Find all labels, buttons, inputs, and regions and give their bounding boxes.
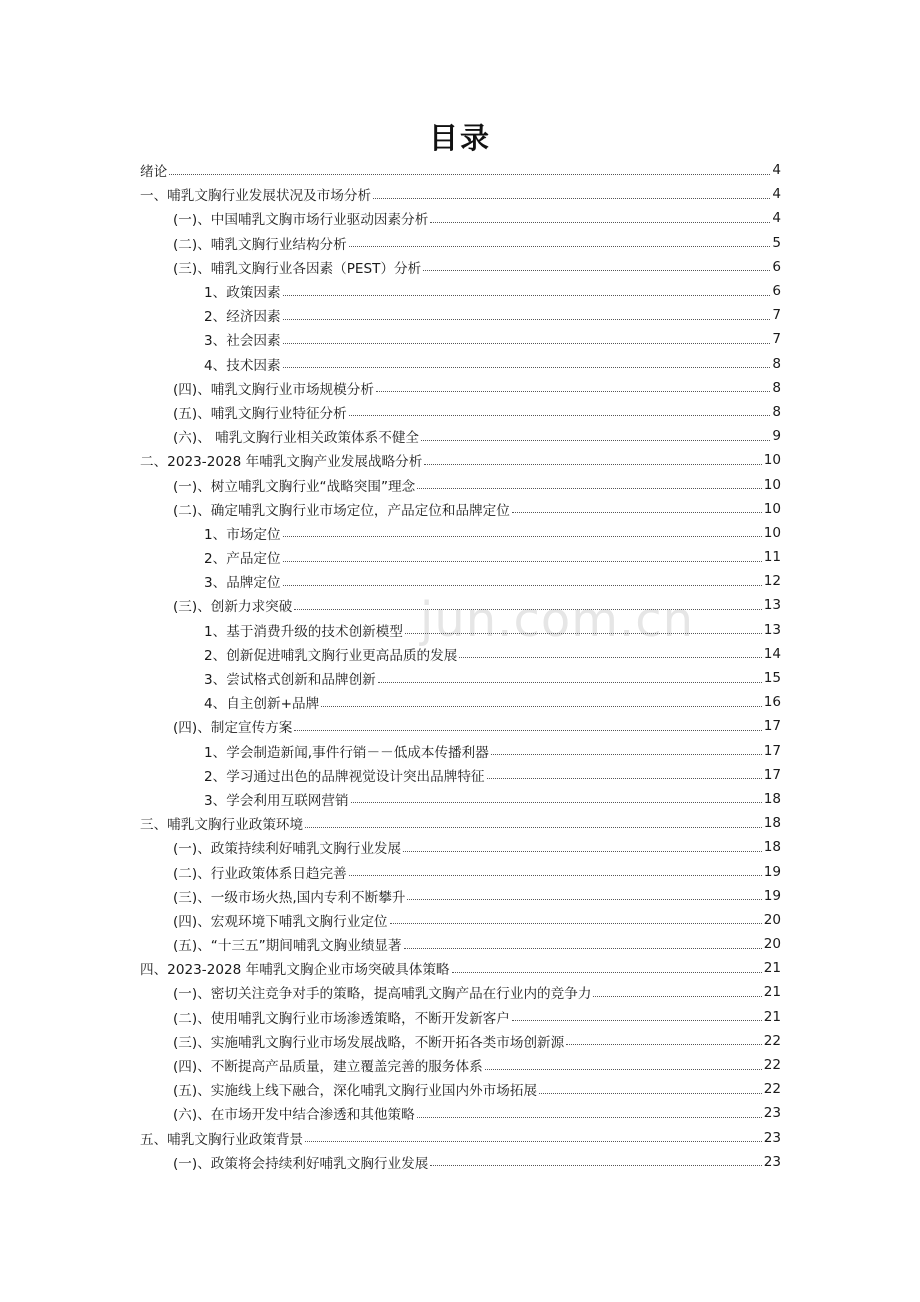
toc-entry[interactable] xyxy=(140,231,781,255)
toc-dot-leader xyxy=(349,875,762,876)
toc-entry-text: (五)、实施线上线下融合，深化哺乳文胸行业国内外市场拓展 xyxy=(173,1083,538,1100)
toc-dot-leader xyxy=(378,682,762,683)
toc-page-number: 22 xyxy=(763,1032,781,1049)
toc-page-number: 13 xyxy=(763,621,781,638)
toc-page-number: 22 xyxy=(763,1057,781,1074)
toc-entry[interactable] xyxy=(140,182,781,206)
toc-dot-leader xyxy=(405,633,762,634)
toc-dot-leader xyxy=(294,730,761,731)
toc-entry-text: 三、哺乳文胸行业政策环境 xyxy=(140,817,304,834)
toc-page-number: 21 xyxy=(763,960,781,977)
toc-entry[interactable] xyxy=(140,400,781,424)
toc-page-number: 20 xyxy=(763,936,781,953)
toc-entry[interactable] xyxy=(140,327,781,351)
toc-page-number: 17 xyxy=(763,742,781,759)
toc-title: 目录 xyxy=(428,121,491,155)
toc-page-number: 17 xyxy=(763,718,781,735)
toc-dot-leader xyxy=(417,488,761,489)
toc-dot-leader xyxy=(321,706,761,707)
toc-dot-leader xyxy=(423,270,770,271)
toc-entry[interactable] xyxy=(140,787,781,811)
toc-page-number: 13 xyxy=(763,597,781,614)
toc-entry[interactable] xyxy=(140,618,781,642)
toc-entry-text: 3、尝试格式创新和品牌创新 xyxy=(204,672,376,689)
toc-dot-leader xyxy=(376,391,770,392)
toc-entry-text: (六)、在市场开发中结合渗透和其他策略 xyxy=(173,1107,415,1124)
toc-entry[interactable] xyxy=(140,472,781,496)
toc-dot-leader xyxy=(430,222,770,223)
toc-dot-leader xyxy=(539,1093,762,1094)
toc-entry-text: 四、2023-2028 年哺乳文胸企业市场突破具体策略 xyxy=(140,962,450,979)
toc-dot-leader xyxy=(512,1020,762,1021)
toc-page-number: 10 xyxy=(763,476,781,493)
toc-dot-leader xyxy=(283,536,762,537)
toc-dot-leader xyxy=(294,609,761,610)
toc-dot-leader xyxy=(283,319,771,320)
toc-dot-leader xyxy=(390,923,762,924)
toc-page-number: 12 xyxy=(763,573,781,590)
toc-entry[interactable] xyxy=(140,376,781,400)
toc-dot-leader xyxy=(593,996,761,997)
toc-entry[interactable] xyxy=(140,763,781,787)
toc-dot-leader xyxy=(283,585,762,586)
toc-dot-leader xyxy=(424,464,761,465)
toc-entry[interactable] xyxy=(140,859,781,883)
toc-dot-leader xyxy=(404,948,762,949)
toc-page-number: 8 xyxy=(772,403,781,420)
toc-entry[interactable] xyxy=(140,666,781,690)
toc-entry[interactable] xyxy=(140,908,781,932)
toc-dot-leader xyxy=(283,367,771,368)
toc-entry-text: 二、2023-2028 年哺乳文胸产业发展战略分析 xyxy=(140,454,423,471)
toc-page-number: 4 xyxy=(772,162,781,179)
toc-page-number: 6 xyxy=(772,283,781,300)
toc-page-number: 11 xyxy=(763,549,781,566)
toc-page-number: 17 xyxy=(763,766,781,783)
toc-dot-leader xyxy=(283,295,771,296)
toc-entry[interactable] xyxy=(140,980,781,1004)
toc-entry-text: (三)、实施哺乳文胸行业市场发展战略，不断开拓各类市场创新源 xyxy=(173,1034,565,1051)
toc-dot-leader xyxy=(351,802,762,803)
toc-entry[interactable] xyxy=(140,1126,781,1150)
toc-page-number: 7 xyxy=(772,331,781,348)
toc-entry-text: (三)、哺乳文胸行业各因素（PEST）分析 xyxy=(173,260,422,277)
toc-dot-leader xyxy=(403,851,762,852)
toc-dot-leader xyxy=(349,246,771,247)
toc-entry[interactable] xyxy=(140,1150,781,1174)
toc-entry-text: 3、品牌定位 xyxy=(204,575,281,592)
toc-page-number: 18 xyxy=(763,815,781,832)
toc-entry[interactable] xyxy=(140,593,781,617)
toc-page-number: 10 xyxy=(763,500,781,517)
toc-entry[interactable] xyxy=(140,884,781,908)
toc-dot-leader xyxy=(169,174,770,175)
watermark: jun.com.cn xyxy=(420,592,695,648)
toc-page-number: 20 xyxy=(763,911,781,928)
toc-entry[interactable] xyxy=(140,642,781,666)
toc-entry-text: (四)、哺乳文胸行业市场规模分析 xyxy=(173,381,374,398)
toc-dot-leader xyxy=(452,972,762,973)
toc-entry-text: 4、技术因素 xyxy=(204,357,281,374)
toc-entry[interactable] xyxy=(140,279,781,303)
toc-entry-text: 2、经济因素 xyxy=(204,309,281,326)
toc-page-number: 23 xyxy=(763,1153,781,1170)
toc-entry-text: 1、政策因素 xyxy=(204,285,281,302)
toc-page-number: 16 xyxy=(763,694,781,711)
toc-page-number: 15 xyxy=(763,670,781,687)
toc-entry[interactable] xyxy=(140,1005,781,1029)
toc-page-number: 6 xyxy=(772,258,781,275)
toc-dot-leader xyxy=(373,198,770,199)
toc-entry-text: 3、学会利用互联网营销 xyxy=(204,792,349,809)
toc-page-number: 9 xyxy=(772,428,781,445)
toc-entry[interactable] xyxy=(140,1053,781,1077)
toc-entry-text: 1、市场定位 xyxy=(204,526,281,543)
toc-page-number: 23 xyxy=(763,1105,781,1122)
toc-entry[interactable] xyxy=(140,424,781,448)
toc-entry[interactable] xyxy=(140,739,781,763)
toc-entry[interactable] xyxy=(140,1029,781,1053)
toc-entry-text: 3、社会因素 xyxy=(204,333,281,350)
toc-entry-text: 2、学习通过出色的品牌视觉设计突出品牌特征 xyxy=(204,768,485,785)
toc-entry-text: (五)、哺乳文胸行业特征分析 xyxy=(173,405,347,422)
toc-entry-text: (五)、“十三五”期间哺乳文胸业绩显著 xyxy=(173,938,402,955)
toc-entry-text: (一)、树立哺乳文胸行业“战略突围”理念 xyxy=(173,478,416,495)
toc-entry[interactable] xyxy=(140,352,781,376)
toc-page-number: 21 xyxy=(763,984,781,1001)
toc-entry-text: (三)、创新力求突破 xyxy=(173,599,293,616)
toc-entry[interactable] xyxy=(140,448,781,472)
toc-entry-text: (一)、中国哺乳文胸市场行业驱动因素分析 xyxy=(173,212,429,229)
toc-entry[interactable] xyxy=(140,497,781,521)
toc-dot-leader xyxy=(283,343,771,344)
toc-entry-text: 1、学会制造新闻,事件行销－－低成本传播利器 xyxy=(204,744,489,761)
toc-dot-leader xyxy=(459,657,761,658)
toc-page-number: 7 xyxy=(772,307,781,324)
toc-page-number: 19 xyxy=(763,887,781,904)
toc-page-number: 19 xyxy=(763,863,781,880)
toc-dot-leader xyxy=(407,899,761,900)
toc-entry-text: 一、哺乳文胸行业发展状况及市场分析 xyxy=(140,188,372,205)
toc-entry[interactable] xyxy=(140,545,781,569)
toc-entry[interactable] xyxy=(140,255,781,279)
toc-entry[interactable] xyxy=(140,158,781,182)
toc-page-number: 18 xyxy=(763,790,781,807)
table-of-contents xyxy=(140,158,781,1174)
toc-dot-leader xyxy=(566,1044,761,1045)
toc-page-number: 8 xyxy=(772,379,781,396)
toc-page-number: 4 xyxy=(772,210,781,227)
toc-entry-text: (二)、使用哺乳文胸行业市场渗透策略，不断开发新客户 xyxy=(173,1010,510,1027)
toc-dot-leader xyxy=(485,1069,762,1070)
toc-entry[interactable] xyxy=(140,303,781,327)
toc-page-number: 10 xyxy=(763,452,781,469)
toc-entry-text: (六)、 哺乳文胸行业相关政策体系不健全 xyxy=(173,430,420,447)
toc-dot-leader xyxy=(305,1141,762,1142)
toc-entry-text: 绪论 xyxy=(140,164,168,181)
toc-entry[interactable] xyxy=(140,835,781,859)
toc-page-number: 14 xyxy=(763,645,781,662)
toc-dot-leader xyxy=(430,1165,761,1166)
toc-dot-leader xyxy=(487,778,762,779)
toc-entry-text: (二)、确定哺乳文胸行业市场定位，产品定位和品牌定位 xyxy=(173,502,510,519)
toc-entry[interactable] xyxy=(140,1101,781,1125)
toc-entry-text: 2、产品定位 xyxy=(204,551,281,568)
toc-entry-text: (四)、不断提高产品质量，建立覆盖完善的服务体系 xyxy=(173,1059,483,1076)
toc-dot-leader xyxy=(491,754,762,755)
toc-entry-text: (四)、制定宣传方案 xyxy=(173,720,293,737)
toc-entry[interactable] xyxy=(140,956,781,980)
toc-entry[interactable] xyxy=(140,932,781,956)
toc-entry-text: (三)、一级市场火热,国内专利不断攀升 xyxy=(173,889,406,906)
toc-page-number: 4 xyxy=(772,186,781,203)
toc-entry-text: 2、创新促进哺乳文胸行业更高品质的发展 xyxy=(204,647,458,664)
toc-entry-text: 五、哺乳文胸行业政策背景 xyxy=(140,1131,304,1148)
toc-entry[interactable] xyxy=(140,714,781,738)
toc-dot-leader xyxy=(349,415,771,416)
toc-dot-leader xyxy=(305,827,762,828)
toc-entry[interactable] xyxy=(140,811,781,835)
toc-entry-text: 4、自主创新+品牌 xyxy=(204,696,320,713)
toc-dot-leader xyxy=(512,512,762,513)
toc-page-number: 5 xyxy=(772,234,781,251)
toc-entry-text: (二)、哺乳文胸行业结构分析 xyxy=(173,236,347,253)
toc-page-number: 10 xyxy=(763,524,781,541)
toc-entry-text: (一)、政策持续利好哺乳文胸行业发展 xyxy=(173,841,402,858)
toc-page-number: 21 xyxy=(763,1008,781,1025)
toc-entry[interactable] xyxy=(140,206,781,230)
toc-entry[interactable] xyxy=(140,569,781,593)
toc-entry[interactable] xyxy=(140,521,781,545)
toc-entry-text: (一)、政策将会持续利好哺乳文胸行业发展 xyxy=(173,1155,429,1172)
toc-entry[interactable] xyxy=(140,690,781,714)
toc-dot-leader xyxy=(283,561,762,562)
toc-dot-leader xyxy=(421,440,770,441)
toc-entry-text: 1、基于消费升级的技术创新模型 xyxy=(204,623,403,640)
toc-entry[interactable] xyxy=(140,1077,781,1101)
toc-page-number: 8 xyxy=(772,355,781,372)
toc-entry-text: (一)、密切关注竞争对手的策略，提高哺乳文胸产品在行业内的竞争力 xyxy=(173,986,592,1003)
toc-entry-text: (四)、宏观环境下哺乳文胸行业定位 xyxy=(173,913,388,930)
toc-dot-leader xyxy=(417,1117,762,1118)
toc-page-number: 18 xyxy=(763,839,781,856)
toc-page-number: 22 xyxy=(763,1081,781,1098)
toc-entry-text: (二)、行业政策体系日趋完善 xyxy=(173,865,347,882)
toc-page-number: 23 xyxy=(763,1129,781,1146)
